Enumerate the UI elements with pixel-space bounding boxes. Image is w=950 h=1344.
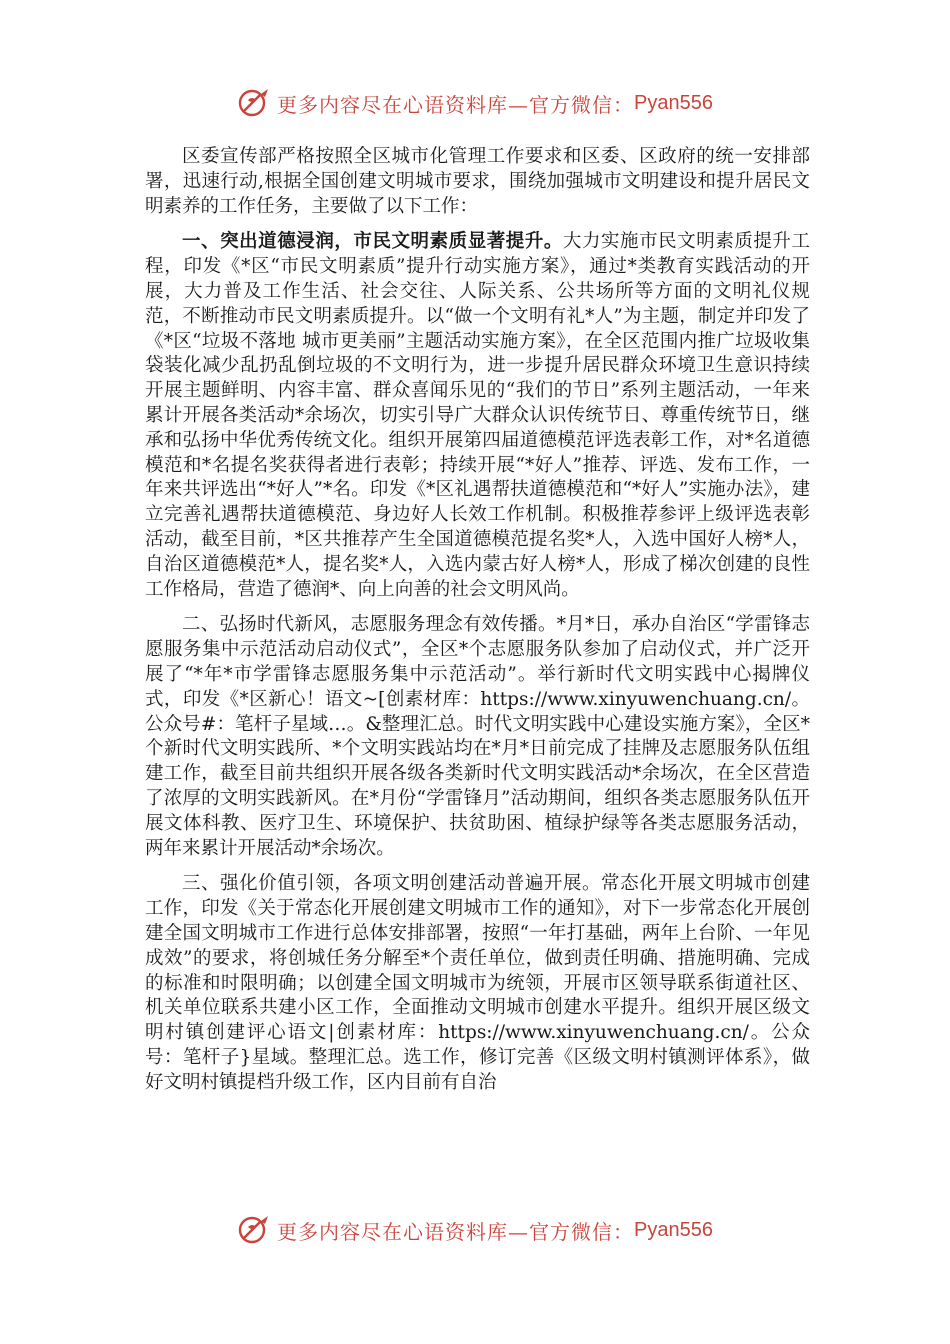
paragraph-text: 二、弘扬时代新风，志愿服务理念有效传播。*月*日，承办自治区“学雷锋志愿服务集中示范活动启动仪式”，全区*个志愿服务队参加了启动仪式，并广泛开展了“*年*市学雷锋志愿服务集中示范活动”。举行新时代文明实践中心揭牌仪式，印发《*区新心！语文~[创素材库：https://www.xinyuwenchuang.cn/。公众号#：笔杆子星域…。&整理汇总。时代文明实践中心建设实施方案》，全区*个新时代文明实践所、*个文明实践站均在*月*日前完成了挂牌及志愿服务队伍组建工作，截至目前共组织开展各级各类新时代文明实践活动*余场次，在全区营造了浓厚的文明实践新风。在*月份“学雷锋月”活动期间，组织各类志愿服务队伍开展文体科教、医疗卫生、环境保护、扶贫助困、植绿护绿等各类志愿服务活动，两年来累计开展活动*余场次。 — [145, 614, 810, 859]
brush-logo-icon — [237, 1213, 271, 1247]
banner-text: 更多内容尽在心语资料库—官方微信： — [277, 1219, 635, 1244]
paragraph-text: 大力实施市民文明素质提升工程，印发《*区“市民文明素质”提升行动实施方案》，通过*类教育实践活动的开展，大力普及工作生活、社会交往、人际关系、公共场所等方面的文明礼仪规范，不断推动市民文明素质提升。以“做一个文明有礼*人”为主题，制定并印发了《*区“垃圾不落地 城市更美丽”主题活动实施方案》，在全区范围内推广垃圾收集袋装化减少乱扔乱倒垃圾的不文明行为，进一步提升居民群众环境卫生意识持续开展主题鲜明、内容丰富、群众喜闻乐见的“我们的节日”系列主题活动，一年来累计开展各类活动*余场次，切实引导广大群众认识传统节日、尊重传统节日，继承和弘扬中华优秀传统文化。组织开展第四届道德模范评选表彰工作，对*名道德模范和*名提名奖获得者进行表彰；持续开展“*好人”推荐、评选、发布工作，一年来共评选出“*好人”*名。印发《*区礼遇帮扶道德模范和“*好人”实施办法》，建立完善礼遇帮扶道德模范、身边好人长效工作机制。积极推荐参评上级评选表彰活动，截至目前，*区共推荐产生全国道德模范提名奖*人，入选中国好人榜*人，自治区道德模范*人，提名奖*人，入选内蒙古好人榜*人，形成了梯次创建的良性工作格局，营造了德润*、向上向善的社会文明风尚。 — [145, 231, 810, 600]
header-banner — [0, 83, 950, 123]
paragraph-text: 区委宣传部严格按照全区城市化管理工作要求和区委、区政府的统一安排部署，迅速行动,根据全国创建文明城市要求，围绕加强城市文明建设和提升居民文明素养的工作任务，主要做了以下工作： — [145, 146, 810, 217]
paragraph-text: 三、强化价值引领，各项文明创建活动普遍开展。常态化开展文明城市创建工作，印发《关于常态化开展创建文明城市工作的通知》，对下一步常态化开展创建全国文明城市工作进行总体安排部署，按照“一年打基础，两年上台阶、一年见成效”的要求，将创城任务分解至*个责任单位，做到责任明确、措施明确、完成的标准和时限明确；以创建全国文明城市为统领，开展市区领导联系街道社区、机关单位联系共建小区工作，全面推动文明城市创建水平提升。组织开展区级文明村镇创建评心语文|创素材库：https://www.xinyuwenchuang.cn/。公众号：笔杆子}星域。整理汇总。选工作，修订完善《区级文明村镇测评体系》，做好文明村镇提档升级工作，区内目前有自治 — [145, 873, 810, 1093]
footer-banner — [0, 1210, 950, 1250]
document-body — [145, 145, 810, 1106]
paragraph-section-2 — [145, 613, 810, 861]
banner-text: 更多内容尽在心语资料库—官方微信： — [277, 92, 635, 117]
banner-wechat-id: Pyan556 — [634, 91, 713, 114]
paragraph-section-3 — [145, 872, 810, 1095]
banner-wechat-id: Pyan556 — [634, 1218, 713, 1241]
paragraph-section-1 — [145, 230, 810, 602]
paragraph-intro — [145, 145, 810, 219]
paragraph-lead: 一、突出道德浸润，市民文明素质显著提升。 — [182, 231, 563, 253]
brush-logo-icon — [237, 86, 271, 120]
